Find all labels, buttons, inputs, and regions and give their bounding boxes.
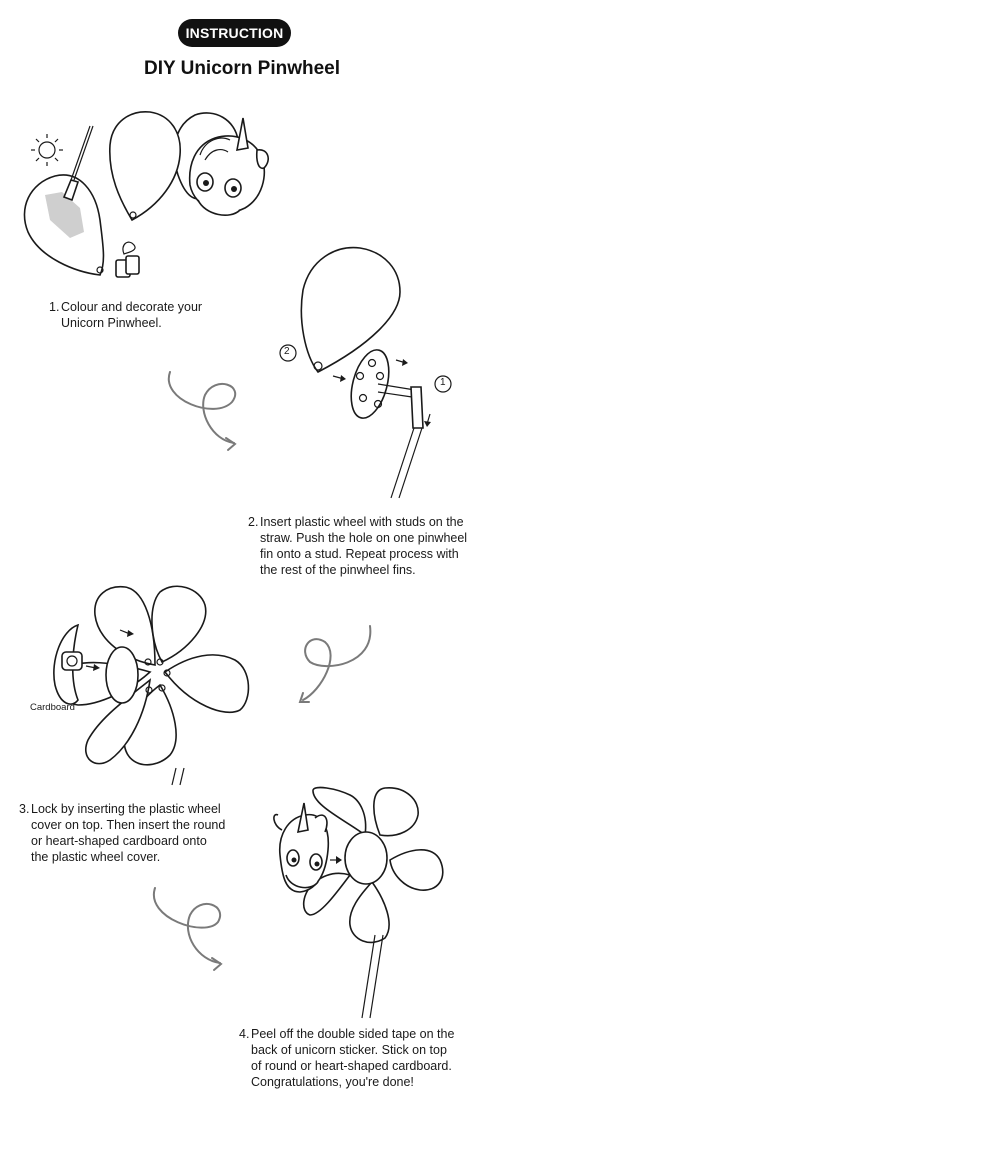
step4-illustration <box>274 788 443 1018</box>
step-line: straw. Push the hole on one pinwheel <box>260 531 468 545</box>
step2-illustration <box>280 248 451 498</box>
step-number: 3. <box>19 802 30 816</box>
step-line: Unicorn Pinwheel. <box>61 316 162 330</box>
curved-arrow-icon <box>169 372 235 443</box>
step-line: Colour and decorate your <box>61 300 203 314</box>
step-line: or heart-shaped cardboard onto <box>31 834 207 848</box>
step-line: Lock by inserting the plastic wheel <box>31 802 221 816</box>
step-line: fin onto a stud. Repeat process with <box>260 547 459 561</box>
step-line: the plastic wheel cover. <box>31 850 161 864</box>
step1-illustration <box>24 112 268 277</box>
step-line: the rest of the pinwheel fins. <box>260 563 416 577</box>
instruction-badge: INSTRUCTION <box>178 19 291 47</box>
step-line: Congratulations, you're done! <box>251 1075 414 1089</box>
step-number: 1. <box>49 300 60 314</box>
step-line: of round or heart-shaped cardboard. <box>251 1059 452 1073</box>
page-title: DIY Unicorn Pinwheel <box>143 58 341 79</box>
step-line: back of unicorn sticker. Stick on top <box>251 1043 447 1057</box>
circled-number-1: 1 <box>440 377 446 388</box>
unicorn-sticker-icon <box>274 803 328 892</box>
step-line: Peel off the double sided tape on the <box>251 1027 455 1041</box>
circled-number-2: 2 <box>284 346 290 357</box>
step-1 <box>49 299 203 331</box>
step-number: 2. <box>248 515 259 529</box>
step-3 <box>19 801 226 865</box>
step-2 <box>248 514 468 578</box>
step-line: cover on top. Then insert the round <box>31 818 226 832</box>
paint-jars-icon <box>116 242 139 277</box>
step-number: 4. <box>239 1027 250 1041</box>
sun-icon <box>31 134 63 166</box>
cardboard-label: Cardboard <box>30 702 75 713</box>
step-line: Insert plastic wheel with studs on the <box>260 515 464 529</box>
step3-illustration <box>54 586 249 785</box>
step-4 <box>239 1026 455 1090</box>
